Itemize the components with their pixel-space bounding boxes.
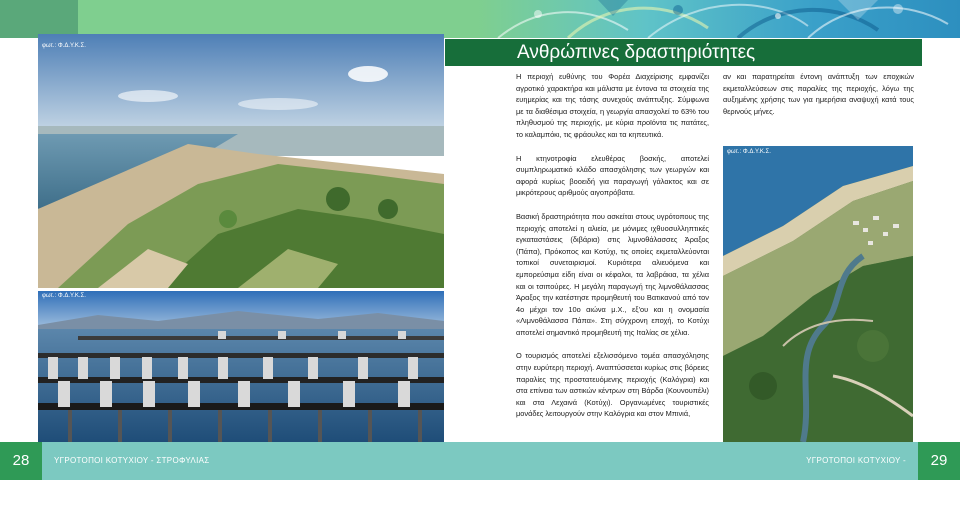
photo-credit: φωτ.: Φ.Δ.Υ.Κ.Σ. bbox=[42, 43, 86, 49]
photo-coastal-dunes bbox=[38, 34, 444, 288]
top-left-accent bbox=[0, 0, 78, 38]
fish-weirs-image bbox=[38, 291, 444, 442]
coastal-dunes-image bbox=[38, 34, 444, 288]
footer-title-right: ΥΓΡΟΤΟΠΟΙ ΚΟΤΥΧΙΟΥ - ΣΤΡΟΦΥΛΙΑΣ bbox=[806, 456, 906, 503]
paragraph-tourism: Ο τουρισμός αποτελεί εξελισσόμενο τομέα απασχόλησης στην ευρύτερη περιοχή. Αναπτύσσεται κυρίως στις βόρειες παραλίες της προστατευόμενης περιοχής (Καλόγρια) και στα επίνεια των αστικών κέντρων στη Βάρδα (Κουνουπέλι) και στα Λεχαινά (Κοτύχι). Οργανωμένες τουριστικές μονάδες λειτουργούν στην Καλόγρια και στον Μπινιά, bbox=[516, 351, 709, 419]
text-column-1 bbox=[516, 71, 709, 420]
paragraph-fishing: Βασική δραστηριότητα που ασκείται στους υγρότοπους της περιοχής αποτελεί η αλιεία, με μόνιμες ιχθυοσυλληπτικές εγκαταστάσεις (διβάρια) στις λιμνοθάλασσες Άραξος (Πάπα), Πρόκοπος και Κοτύχι, τις οποίες εκμεταλλεύονται τοπικοί συνεταιρισμοί. Κυριότερα αλιευόμενα και εμπορεύσιμα είδη είναι οι κέφαλοι, τα λαβράκια, τα χέλια και οι τσιπούρες. Η μεγάλη παραγωγή της λιμνοθάλασσας Άραξος την κατέστησε προμηθευτή του Βατικανού από τον 4ο μέχρι τον 10ο αιώνα μ.Χ., εξ'ου και η ονομασία «Λιμνοθάλασσα Πάπα». Στη σύγχρονη εποχή, το Κοτύχι αποτελεί σημαντικό προμηθευτή της Ιταλίας σε χέλια. bbox=[516, 211, 709, 337]
footer-title-left: ΥΓΡΟΤΟΠΟΙ ΚΟΤΥΧΙΟΥ - ΣΤΡΟΦΥΛΙΑΣ bbox=[54, 456, 210, 465]
top-right-decoration bbox=[478, 0, 960, 38]
photo-credit: φωτ.: Φ.Δ.Υ.Κ.Σ. bbox=[42, 293, 86, 299]
photo-credit: φωτ.: Φ.Δ.Υ.Κ.Σ. bbox=[727, 149, 771, 155]
paragraph-agriculture: Η περιοχή ευθύνης του Φορέα Διαχείρισης εμφανίζει αγροτικό χαρακτήρα και μάλιστα με έντονα τα στοιχεία της ευημερίας και της τάσης συνεχούς ανάπτυξης. Σύμφωνα με τα διαθέσιμα στοιχεία, η γεωργία απασχολεί το 63% του πληθυσμού της περιοχής, με κύρια προϊόντα τις πατάτες, το καλαμπόκι, τις φράουλες και τα κηπευτικά. bbox=[516, 72, 709, 139]
page-number-right: 29 bbox=[918, 442, 960, 480]
aerial-coast-image bbox=[723, 146, 913, 442]
text-column-2 bbox=[723, 71, 914, 117]
page-number-left: 28 bbox=[0, 442, 42, 480]
paragraph-seasonal-tourism: αν και παρατηρείται έντονη ανάπτυξη των εποχικών εκμεταλλεύσεων στις παραλίες της περιοχής, λόγω της αυξημένης χρήσης των για ημερήσια αναψυχή κατά τους θερινούς μήνες. bbox=[723, 72, 914, 116]
decorative-swirl-pattern bbox=[478, 0, 960, 38]
paragraph-livestock: Η κτηνοτροφία ελευθέρας βοσκής, αποτελεί συμπληρωματικό κλάδο απασχόλησης των γεωργών και αφορά κυρίως βοοειδή για παραγωγή γάλακτος και σε μικρότερους αριθμούς αιγοπρόβατα. bbox=[516, 153, 709, 198]
photo-aerial-coast bbox=[723, 146, 913, 442]
photo-fish-weirs bbox=[38, 291, 444, 442]
page-title: Ανθρώπινες δραστηριότητες bbox=[517, 42, 756, 63]
